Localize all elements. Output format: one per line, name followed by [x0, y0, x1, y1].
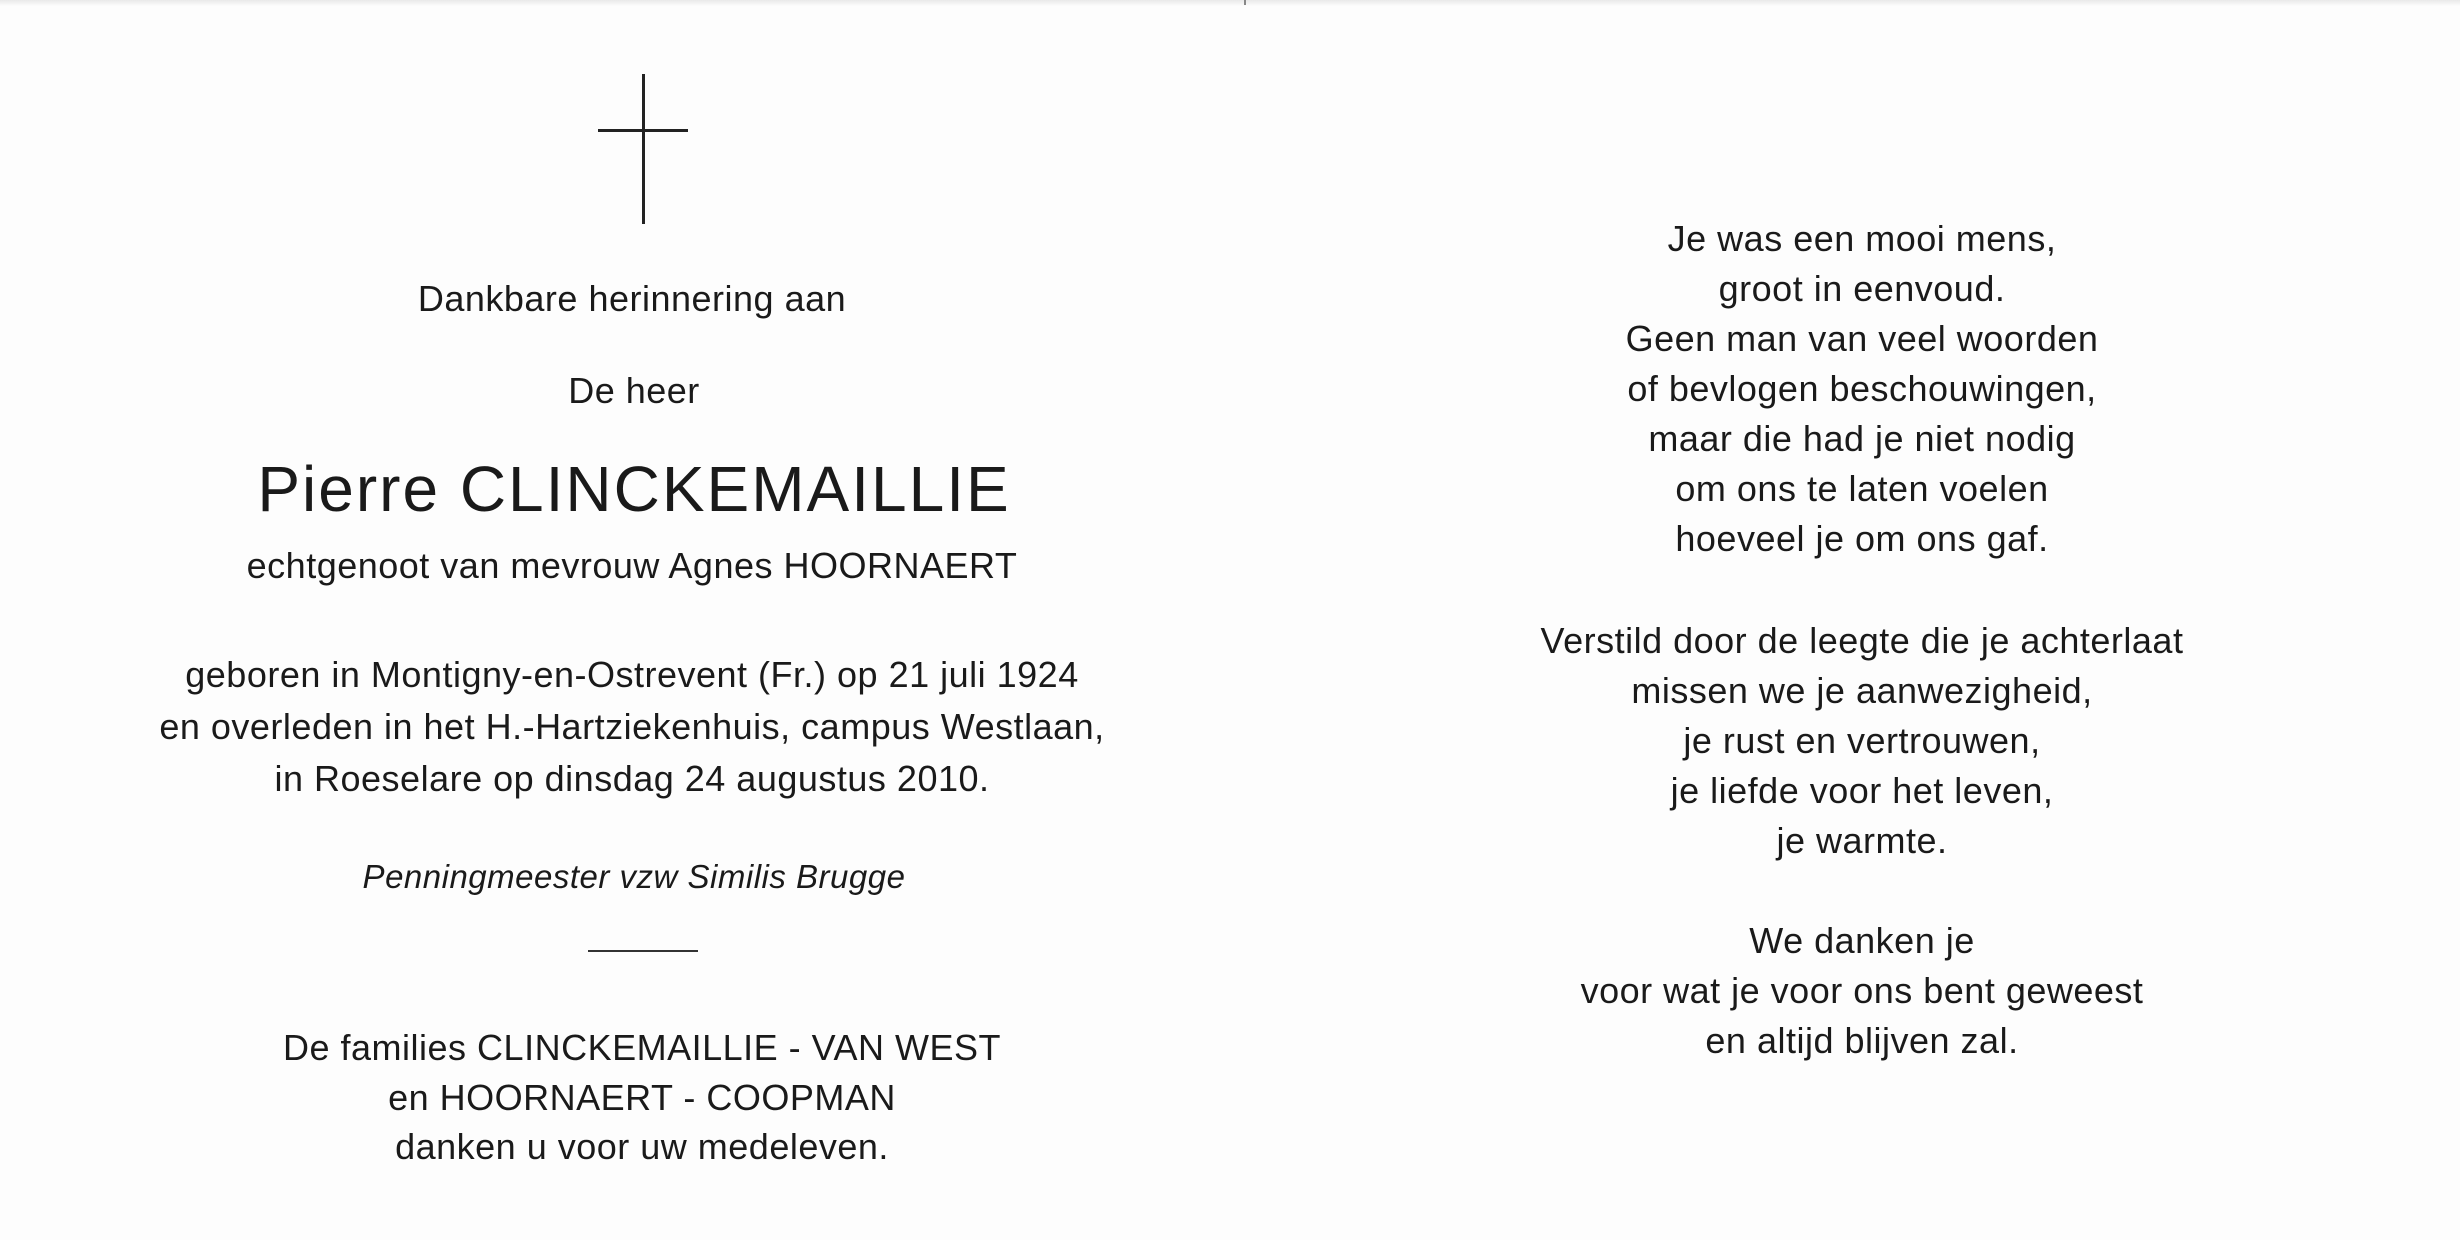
poem-line: en altijd blijven zal.	[1705, 1020, 2019, 1061]
families-line-3: danken u voor uw medeleven.	[395, 1126, 889, 1167]
death-place-line: en overleden in het H.-Hartziekenhuis, campus Westlaan,	[159, 706, 1105, 747]
families-line-1: De families CLINCKEMAILLIE - VAN WEST	[283, 1027, 1001, 1068]
poem-line: je rust en vertrouwen,	[1683, 720, 2041, 761]
right-panel	[1230, 0, 2460, 1240]
poem-line: Geen man van veel woorden	[1625, 318, 2099, 359]
poem-line: je liefde voor het leven,	[1670, 770, 2054, 811]
intro-text: Dankbare herinnering aan	[417, 278, 847, 319]
poem-line: hoeveel je om ons gaf.	[1675, 518, 2049, 559]
poem-line: om ons te laten voelen	[1675, 468, 2049, 509]
poem-line: Je was een mooi mens,	[1667, 218, 2057, 259]
poem-line: groot in eenvoud.	[1718, 268, 2006, 309]
poem-line: We danken je	[1749, 920, 1975, 961]
divider	[588, 950, 698, 952]
poem-line: je warmte.	[1776, 820, 1948, 861]
spouse-line: echtgenoot van mevrouw Agnes HOORNAERT	[246, 545, 1018, 586]
salutation: De heer	[568, 370, 700, 411]
cross-icon	[598, 74, 688, 224]
families-line-2: en HOORNAERT - COOPMAN	[388, 1077, 896, 1118]
poem-line: of bevlogen beschouwingen,	[1627, 368, 2097, 409]
poem-line: voor wat je voor ons bent geweest	[1580, 970, 2144, 1011]
poem-line: missen we je aanwezigheid,	[1631, 670, 2093, 711]
role-line: Penningmeester vzw Similis Brugge	[362, 858, 906, 895]
death-date-line: in Roeselare op dinsdag 24 augustus 2010.	[274, 758, 990, 799]
birth-line: geboren in Montigny-en-Ostrevent (Fr.) op 21 juli 1924	[185, 654, 1079, 695]
poem-line: maar die had je niet nodig	[1648, 418, 2076, 459]
poem-line: Verstild door de leegte die je achterlaat	[1540, 620, 2184, 661]
deceased-name: Pierre CLINCKEMAILLIE	[257, 453, 1011, 525]
